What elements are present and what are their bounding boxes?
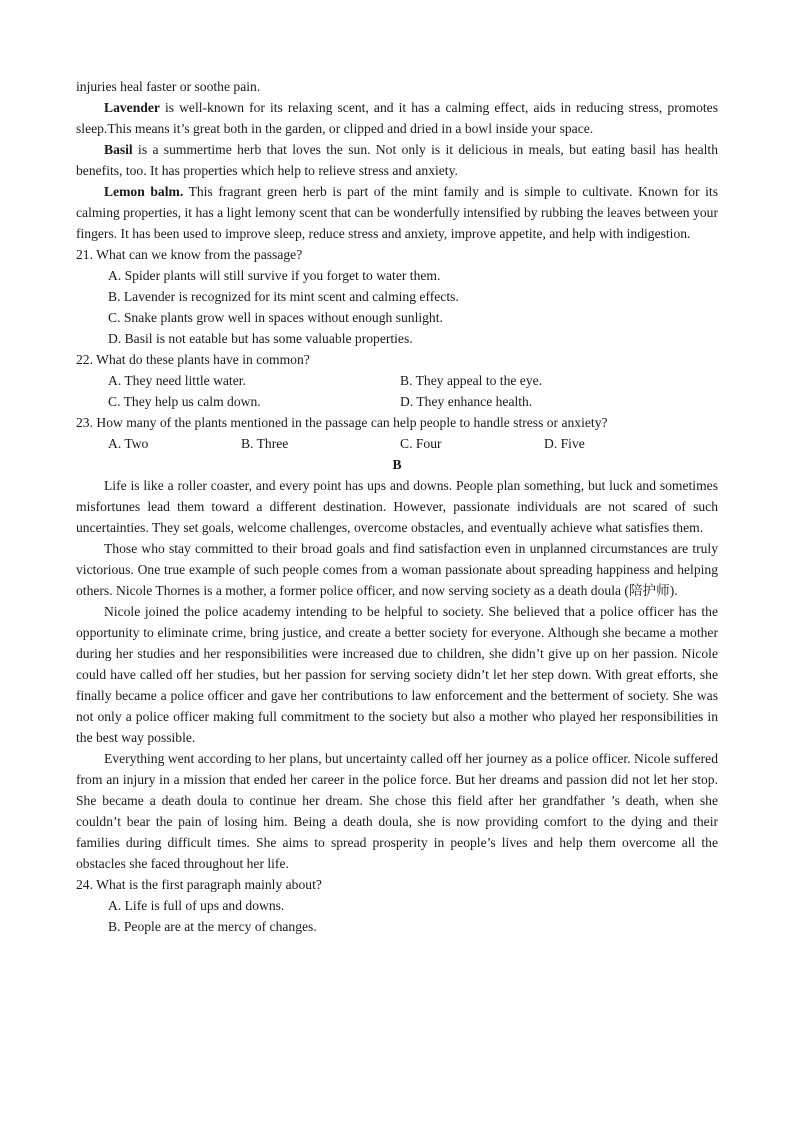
herb-name-lavender: Lavender: [104, 100, 160, 115]
question-23-option-c: C. Four: [400, 436, 442, 451]
question-21-option-a: A. Spider plants will still survive if you forget to water them.: [108, 268, 441, 283]
question-22-option-a: A. They need little water.: [108, 373, 246, 388]
question-21-option-d: D. Basil is not eatable but has some valuable properties.: [108, 331, 413, 346]
question-23-option-b: B. Three: [241, 436, 289, 451]
paragraph-basil: [76, 139, 718, 181]
question-23-options: [76, 433, 718, 454]
question-21-option-b: B. Lavender is recognized for its mint scent and calming effects.: [108, 289, 459, 304]
exam-page: [76, 76, 718, 937]
question-22-option-d: D. They enhance health.: [400, 394, 533, 409]
question-21-option-c: C. Snake plants grow well in spaces without enough sunlight.: [108, 310, 443, 325]
question-24: [76, 874, 718, 937]
question-23-option-a: A. Two: [108, 436, 149, 451]
lemon-balm-text: This fragrant green herb is part of the mint family and is simple to cultivate. Known for its calming properties, it has a light lemony scent that can be wonderfully intensified by rubbing the leaves between your fingers. It has been used to improve sleep, reduce stress and anxiety, improve appetite, and help with indigestion.: [76, 184, 718, 241]
herb-name-basil: Basil: [104, 142, 133, 157]
question-23: [76, 412, 718, 454]
question-24-stem: 24. What is the first paragraph mainly about?: [76, 877, 322, 892]
question-22-stem: 22. What do these plants have in common?: [76, 352, 310, 367]
question-23-stem: 23. How many of the plants mentioned in the passage can help people to handle stress or anxiety?: [76, 415, 608, 430]
passage-b-paragraph-2: Those who stay committed to their broad goals and find satisfaction even in unplanned circumstances are truly victorious. One true example of such people comes from a woman passionate about spreading happiness and helping others. Nicole Thornes is a mother, a former police officer, and now serving society as a death doula (陪护师).: [76, 541, 718, 598]
basil-text: is a summertime herb that loves the sun. Not only is it delicious in meals, but eating basil has health benefits, too. It has properties which help to relieve stress and anxiety.: [76, 142, 718, 178]
question-22-option-c: C. They help us calm down.: [108, 394, 261, 409]
question-21-stem: 21. What can we know from the passage?: [76, 247, 303, 262]
paragraph-lemon-balm: [76, 181, 718, 244]
passage-a-continuation: injuries heal faster or soothe pain.: [76, 79, 261, 94]
question-23-option-d: D. Five: [544, 436, 585, 451]
question-22-options-row-2: [76, 391, 718, 412]
question-21: [76, 244, 718, 349]
passage-b-paragraph-4: Everything went according to her plans, but uncertainty called off her journey as a police officer. Nicole suffered from an injury in a mission that ended her career in the police force. But her dreams and passion did not let her stop. She became a death doula to continue her dream. She chose this field after her grandfather ’s death, when she couldn’t bear the pain of losing him. Being a death doula, she is now providing comfort to the dying and their families during difficult times. She aims to spread prosperity in people’s lives and help them overcome all the obstacles she faced throughout her life.: [76, 751, 718, 871]
question-22-option-b: B. They appeal to the eye.: [400, 373, 543, 388]
question-24-option-b: B. People are at the mercy of changes.: [108, 919, 317, 934]
question-22-options-row-1: [76, 370, 718, 391]
section-title-b: B: [392, 457, 402, 472]
herb-name-lemon-balm: Lemon balm.: [104, 184, 184, 199]
passage-b-paragraph-3: Nicole joined the police academy intending to be helpful to society. She believed that a police officer has the opportunity to eliminate crime, bring justice, and create a better society for everyone. Although she became a mother during her studies and her responsibilities were increased due to children, she didn’t give up on her passion. Nicole could have called off her studies, but her passion for serving society didn’t let her step down. With great efforts, she finally became a police officer and gave her contributions to law enforcement and the betterment of society. She was not only a police officer making full commitment to the society but also a mother who played her responsibilities in the best way possible.: [76, 604, 718, 745]
lavender-text: is well-known for its relaxing scent, and it has a calming effect, aids in reducing stress, promotes sleep.This means it’s great both in the garden, or clipped and dried in a bowl inside your space.: [76, 100, 718, 136]
question-24-option-a: A. Life is full of ups and downs.: [108, 898, 285, 913]
question-22: [76, 349, 718, 412]
paragraph-lavender: [76, 97, 718, 139]
passage-b-paragraph-1: Life is like a roller coaster, and every point has ups and downs. People plan something, but luck and sometimes misfortunes lead them toward a different destination. However, passionate individuals are not scared of such uncertainties. They set goals, welcome challenges, overcome obstacles, and eventually achieve what satisfies them.: [76, 478, 718, 535]
